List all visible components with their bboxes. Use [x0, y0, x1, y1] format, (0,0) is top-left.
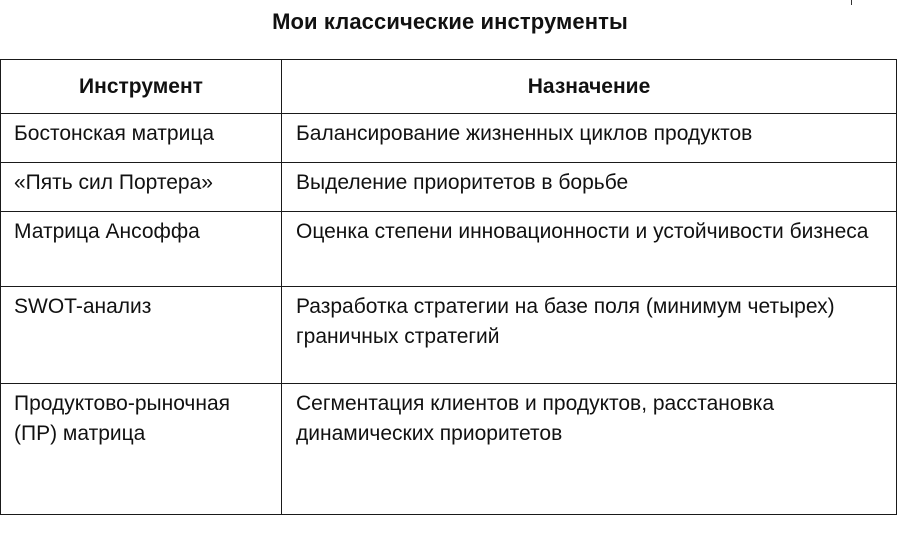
- header-row: [1, 60, 897, 114]
- purpose-cell: Выделение приоритетов в борьбе: [282, 163, 897, 212]
- purpose-cell: Сегментация клиентов и продуктов, расстановка динамических приоритетов: [282, 384, 897, 515]
- header-purpose: Назначение: [282, 60, 897, 114]
- tools-table: [0, 59, 897, 515]
- tool-cell: Матрица Ансоффа: [1, 212, 282, 287]
- table-row: [1, 384, 897, 515]
- tool-cell: Бостонская матрица: [1, 114, 282, 163]
- table-title: Мои классические инструменты: [272, 9, 628, 34]
- table-row: [1, 212, 897, 287]
- table-row: [1, 114, 897, 163]
- tool-cell: «Пять сил Портера»: [1, 163, 282, 212]
- table-row: [1, 163, 897, 212]
- header-tool: Инструмент: [1, 60, 282, 114]
- page-corner-mark: [851, 0, 852, 5]
- purpose-cell: Балансирование жизненных циклов продуктов: [282, 114, 897, 163]
- purpose-cell: Разработка стратегии на базе поля (минимум четырех) граничных стратегий: [282, 287, 897, 384]
- tool-cell: Продуктово-рыночная (ПР) матрица: [1, 384, 282, 515]
- table-row: [1, 287, 897, 384]
- tool-cell: SWOT-анализ: [1, 287, 282, 384]
- purpose-cell: Оценка степени инновационности и устойчивости бизнеса: [282, 212, 897, 287]
